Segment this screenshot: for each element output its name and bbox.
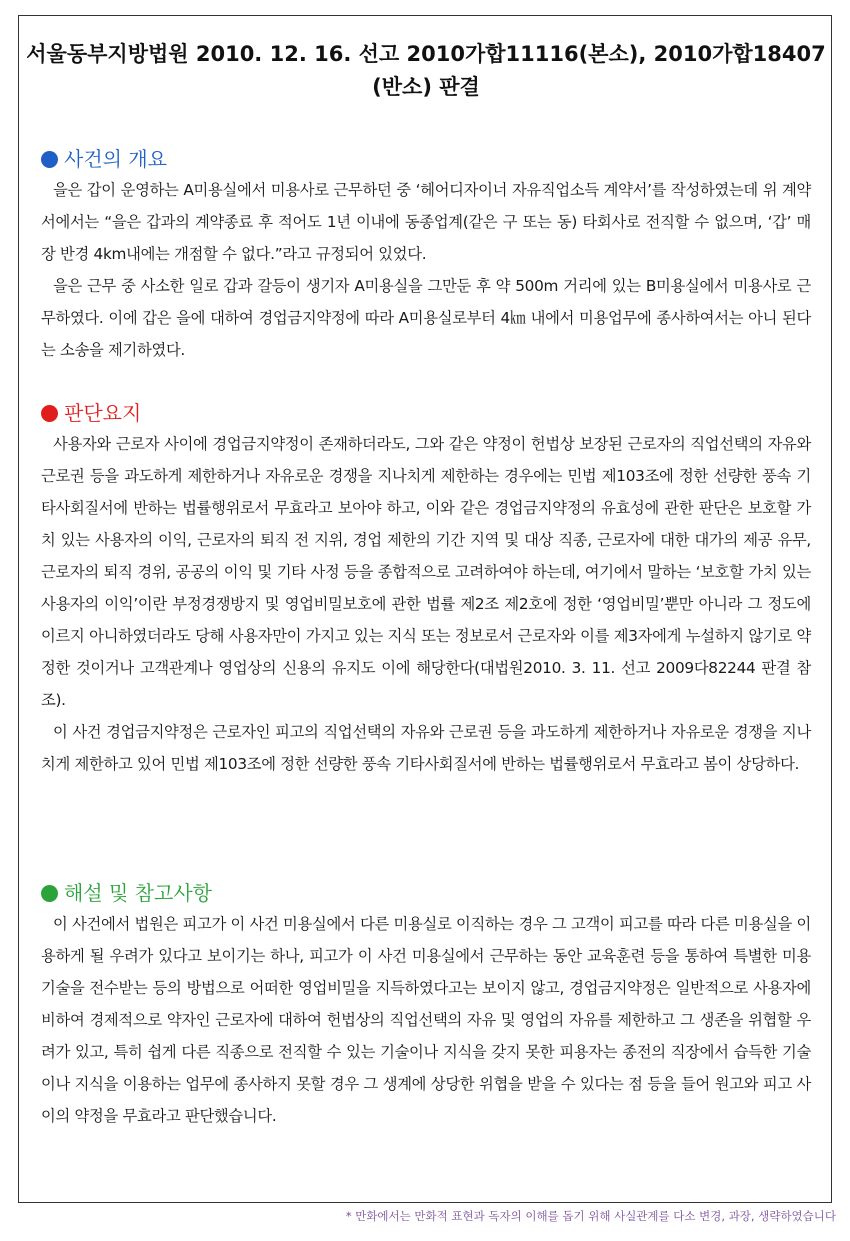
section-holding — [41, 398, 811, 780]
commentary-paragraph: 이 사건에서 법원은 피고가 이 사건 미용실에서 다른 미용실로 이직하는 경우 그 고객이 피고를 따라 다른 미용실을 이용하게 될 우려가 있다고 보이기는 하나, 피고가 이 사건 미용실에서 근무하는 동안 교육훈련 등을 통하여 특별한 미용기술을 전수받는 등의 방법으로 어떠한 영업비밀을 지득하였다고는 보이지 않고, 경업금지약정은 일반적으로 사용자에 비하여 경제적으로 약자인 근로자에 대하여 헌법상의 직업선택의 자유 및 영업의 자유를 제한하고 그 생존을 위협할 우려가 있고, 특히 쉽게 다른 직종으로 전직할 수 있는 기술이나 지식을 갖지 못한 피용자는 종전의 직장에서 습득한 기술이나 지식을 이용하는 업무에 종사하지 못할 경우 그 생계에 상당한 위협을 받을 수 있다는 점 등을 들어 원고와 피고 사이의 약정을 무효라고 판단했습니다. — [41, 915, 811, 1125]
commentary-heading-text: 해설 및 참고사항 — [64, 881, 212, 905]
document-frame — [18, 15, 832, 1203]
holding-paragraph: 사용자와 근로자 사이에 경업금지약정이 존재하더라도, 그와 같은 약정이 헌법상 보장된 근로자의 직업선택의 자유와 근로권 등을 과도하게 제한하거나 자유로운 경쟁을 지나치게 제한하는 경우에는 민법 제103조에 정한 선량한 풍속 기타사회질서에 반하는 법률행위로서 무효라고 보아야 하고, 이와 같은 경업금지약정의 유효성에 관한 판단은 보호할 가치 있는 사용자의 이익, 근로자의 퇴직 전 지위, 경업 제한의 기간 지역 및 대상 직종, 근로자에 대한 대가의 제공 유무, 근로자의 퇴직 경위, 공공의 이익 및 기타 사정 등을 종합적으로 고려하여야 하는데, 여기에서 말하는 ‘보호할 가치 있는 사용자의 이익’이란 부정경쟁방지 및 영업비밀보호에 관한 법률 제2조 제2호에 정한 ‘영업비밀’뿐만 아니라 그 정도에 이르지 아니하였더라도 당해 사용자만이 가지고 있는 지식 또는 정보로서 근로자와 이를 제3자에게 누설하지 않기로 약정한 것이거나 고객관계나 영업상의 신용의 유지도 이에 해당한다(대법원2010. 3. 11. 선고 2009다82244 판결 참조). — [41, 435, 811, 709]
red-bullet-icon — [41, 405, 58, 422]
blue-bullet-icon — [41, 151, 58, 168]
footnote: * 만화에서는 만화적 표현과 독자의 이해를 돕기 위해 사실관계를 다소 변경, 과장, 생략하였습니다 — [345, 1209, 836, 1223]
section-heading-overview — [41, 144, 811, 174]
overview-heading-text: 사건의 개요 — [64, 147, 167, 171]
holding-heading-text: 판단요지 — [64, 401, 142, 425]
section-heading-holding — [41, 398, 811, 428]
page-title: 서울동부지방법원 2010. 12. 16. 선고 2010가합11116(본소), 2010가합18407 (반소) 판결 — [26, 42, 826, 99]
overview-paragraph: 을은 갑이 운영하는 A미용실에서 미용사로 근무하던 중 ‘헤어디자이너 자유직업소득 계약서’를 작성하였는데 위 계약서에서는 “을은 갑과의 계약종료 후 적어도 1년 이내에 동종업계(같은 구 또는 동) 타회사로 전직할 수 없으며, ‘갑’ 매장 반경 4km내에는 개점할 수 없다.”라고 규정되어 있었다. — [41, 181, 811, 263]
green-bullet-icon — [41, 885, 58, 902]
section-overview — [41, 144, 811, 366]
overview-paragraph: 을은 근무 중 사소한 일로 갑과 갈등이 생기자 A미용실을 그만둔 후 약 500m 거리에 있는 B미용실에서 미용사로 근무하였다. 이에 갑은 을에 대하여 경업금지약정에 따라 A미용실로부터 4㎞ 내에서 미용업무에 종사하여서는 아니 된다는 소송을 제기하였다. — [41, 277, 811, 359]
section-commentary — [41, 878, 811, 1132]
section-heading-commentary — [41, 878, 811, 908]
holding-paragraph: 이 사건 경업금지약정은 근로자인 피고의 직업선택의 자유와 근로권 등을 과도하게 제한하거나 자유로운 경쟁을 지나치게 제한하고 있어 민법 제103조에 정한 선량한 풍속 기타사회질서에 반하는 법률행위로서 무효라고 봄이 상당하다. — [41, 723, 811, 773]
